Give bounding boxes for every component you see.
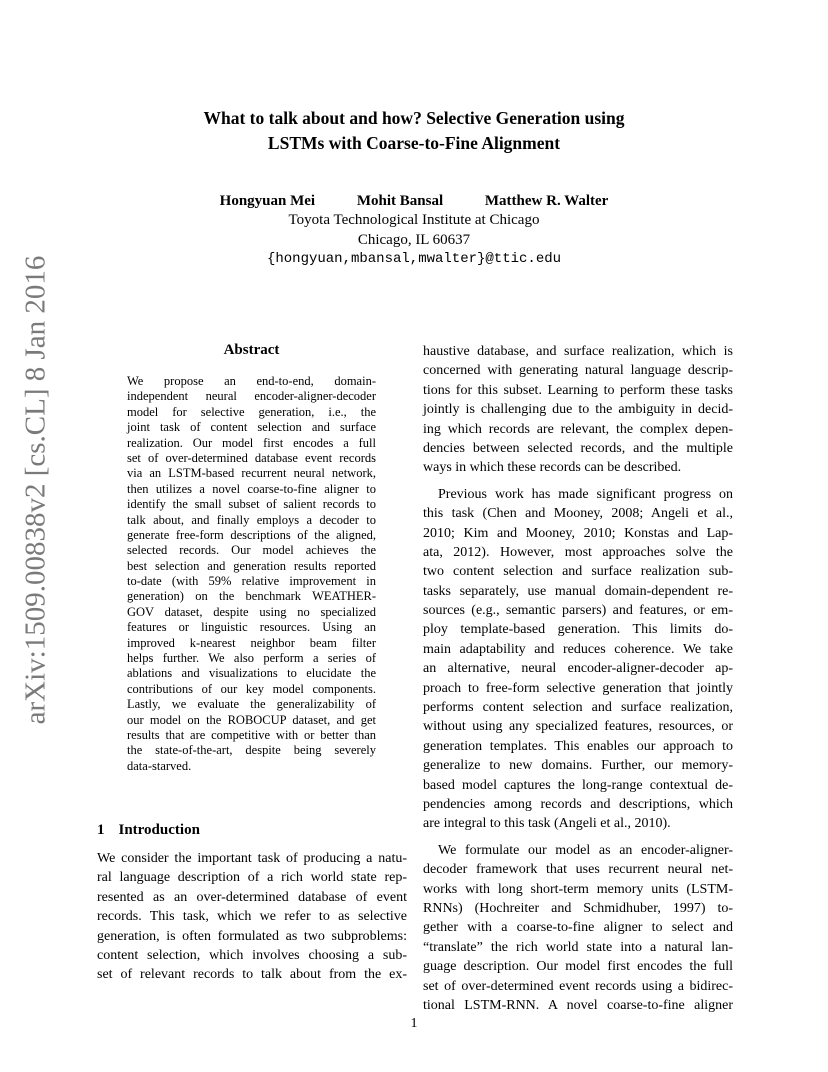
body-line: this task (Chen and Mooney, 2008; Angeli et al., [423, 506, 733, 522]
right-column [423, 342, 733, 1015]
body-line: jointly is challenging due to the ambiguity in decid- [423, 402, 733, 418]
abstract-line: ablations and visualizations to elucidate the [127, 666, 376, 681]
title-line-1: What to talk about and how? Selective Generation using [203, 108, 625, 128]
body-line: gether with a coarse-to-fine aligner to select and [423, 920, 733, 936]
body-line: dencies between selected records, and the multiple [423, 440, 733, 456]
body-line: RNNs) (Hochreiter and Schmidhuber, 1997) to- [423, 900, 733, 916]
arxiv-stamp-text: arXiv:1509.00838v2 [cs.CL] 8 Jan 2016 [19, 255, 52, 725]
body-line: based model captures the long-range contextual de- [423, 777, 733, 793]
abstract-line: features or linguistic resources. Using an [127, 620, 376, 635]
intro-line: ral language description of a rich world state rep- [97, 870, 407, 886]
abstract-line: contributions of our key model components. [127, 681, 376, 696]
body-line: tasks separately, use manual domain-dependent re- [423, 583, 733, 599]
page-number: 1 [410, 1016, 418, 1031]
body-line: performs content selection and surface realization, [423, 700, 733, 716]
abstract-line: GOV dataset, despite using no specialized [127, 604, 376, 619]
affiliation [0, 210, 828, 250]
body-line: decoder framework that uses recurrent neural net- [423, 862, 733, 878]
affiliation-line: Chicago, IL 60637 [357, 232, 471, 248]
paragraph [423, 841, 733, 1016]
body-line: are integral to this task (Angeli et al., 2010). [423, 816, 671, 832]
introduction-body [97, 849, 407, 985]
abstract-line: best selection and generation results reported [127, 558, 376, 573]
abstract-line: joint task of content selection and surface [127, 420, 376, 435]
intro-line: We consider the important task of producing a natu- [97, 851, 407, 866]
intro-line: content selection, which involves choosing a sub- [97, 947, 407, 963]
abstract-line: improved k-nearest neighbor beam filter [127, 635, 376, 650]
body-line: set of over-determined event records using a bidirec- [423, 978, 733, 994]
abstract-line: set of over-determined database event records [127, 450, 376, 465]
body-line: generation templates. This enables our approach to [423, 738, 733, 754]
abstract-line: generate free-form descriptions of the aligned, [127, 527, 376, 542]
paragraph [423, 342, 733, 478]
author-email [0, 248, 828, 269]
body-line: sources (e.g., semantic parsers) and features, or em- [423, 603, 733, 619]
abstract-line: We propose an end-to-end, domain- [127, 374, 376, 388]
body-line: ata, 2012). However, most approaches solve the [423, 544, 733, 560]
body-line: tions for this subset. Learning to perform these tasks [423, 382, 733, 398]
abstract-line: results that are competitive with or better than [127, 727, 376, 742]
abstract-line: independent neural encoder-aligner-decoder [127, 389, 376, 404]
affiliation-line: Toyota Technological Institute at Chicago [288, 212, 540, 228]
author-name: Hongyuan Mei [219, 193, 316, 209]
author-list [0, 191, 828, 211]
body-line: ways in which these records can be described. [423, 460, 682, 476]
author-name: Mohit Bansal [356, 193, 444, 209]
abstract-body [127, 374, 376, 774]
abstract-line: via an LSTM-based recurrent neural network, [127, 466, 376, 481]
intro-line: set of relevant records to talk about from the ex- [97, 967, 407, 983]
body-line: 2010; Kim and Mooney, 2010; Konstas and Lap- [423, 525, 733, 541]
abstract-line: data-starved. [127, 758, 192, 773]
body-line: “translate” the rich world state into a natural lan- [423, 939, 733, 955]
abstract-line: talk about, and finally employs a decoder to [127, 512, 376, 527]
intro-line: resented as an over-determined database of event [97, 889, 407, 905]
body-line: haustive database, and surface realization, which is [423, 344, 733, 359]
body-line: ing which records are relevant, the complex depen- [423, 421, 733, 437]
paper-title [0, 106, 828, 156]
title-line-2: LSTMs with Coarse-to-Fine Alignment [267, 133, 561, 153]
body-line: works with long short-term memory units (LSTM- [423, 881, 733, 897]
abstract-line: realization. Our model first encodes a full [127, 435, 376, 450]
body-line: tional LSTM-RNN. A novel coarse-to-fine aligner [423, 997, 733, 1013]
body-line: concerned with generating natural language descrip- [423, 363, 733, 379]
email-text: {hongyuan,mbansal,mwalter}@ttic.edu [266, 251, 562, 267]
body-line: Previous work has made significant progress on [438, 486, 733, 502]
section-title: Introduction [118, 822, 200, 838]
body-line: two content selection and surface realization sub- [423, 564, 733, 580]
intro-line: generation, is often formulated as two subproblems: [97, 928, 407, 944]
abstract-heading: Abstract [223, 342, 280, 358]
abstract-line: then utilizes a novel coarse-to-fine aligner to [127, 481, 376, 496]
abstract-line: selected records. Our model achieves the [127, 543, 376, 558]
body-line: main adaptability and reduces coherence. We take [423, 641, 733, 657]
body-line: generalize to new domains. Further, our memory- [423, 758, 733, 774]
body-line: pendencies among records and descriptions, which [423, 796, 733, 812]
abstract-line: to-date (with 59% relative improvement in [127, 574, 376, 589]
abstract-line: identify the small subset of salient records to [127, 497, 376, 512]
body-line: We formulate our model as an encoder-aligner- [438, 842, 733, 858]
body-line: an alternative, neural encoder-aligner-decoder ap- [423, 661, 733, 677]
section-number: 1 [97, 822, 105, 838]
body-line: without using any specialized features, resources, or [423, 719, 733, 735]
author-name: Matthew R. Walter [484, 193, 609, 209]
paragraph [423, 485, 733, 834]
abstract-line: our model on the ROBOCUP dataset, and get [127, 712, 376, 727]
abstract-line: the state-of-the-art, despite being severely [127, 743, 376, 758]
body-line: ploy template-based generation. This limits do- [423, 622, 733, 638]
intro-line: records. This task, which we refer to as selective [97, 909, 407, 925]
abstract-line: model for selective generation, i.e., the [127, 404, 376, 419]
body-line: guage description. Our model first encodes the full [423, 959, 733, 975]
abstract-line: Lastly, we evaluate the generalizability of [127, 697, 376, 712]
abstract-line: helps further. We also perform a series of [127, 651, 376, 666]
body-line: proach to free-form selective generation that jointly [423, 680, 733, 696]
abstract-line: generation) on the benchmark WEATHER- [127, 589, 376, 604]
section-heading [97, 822, 200, 839]
